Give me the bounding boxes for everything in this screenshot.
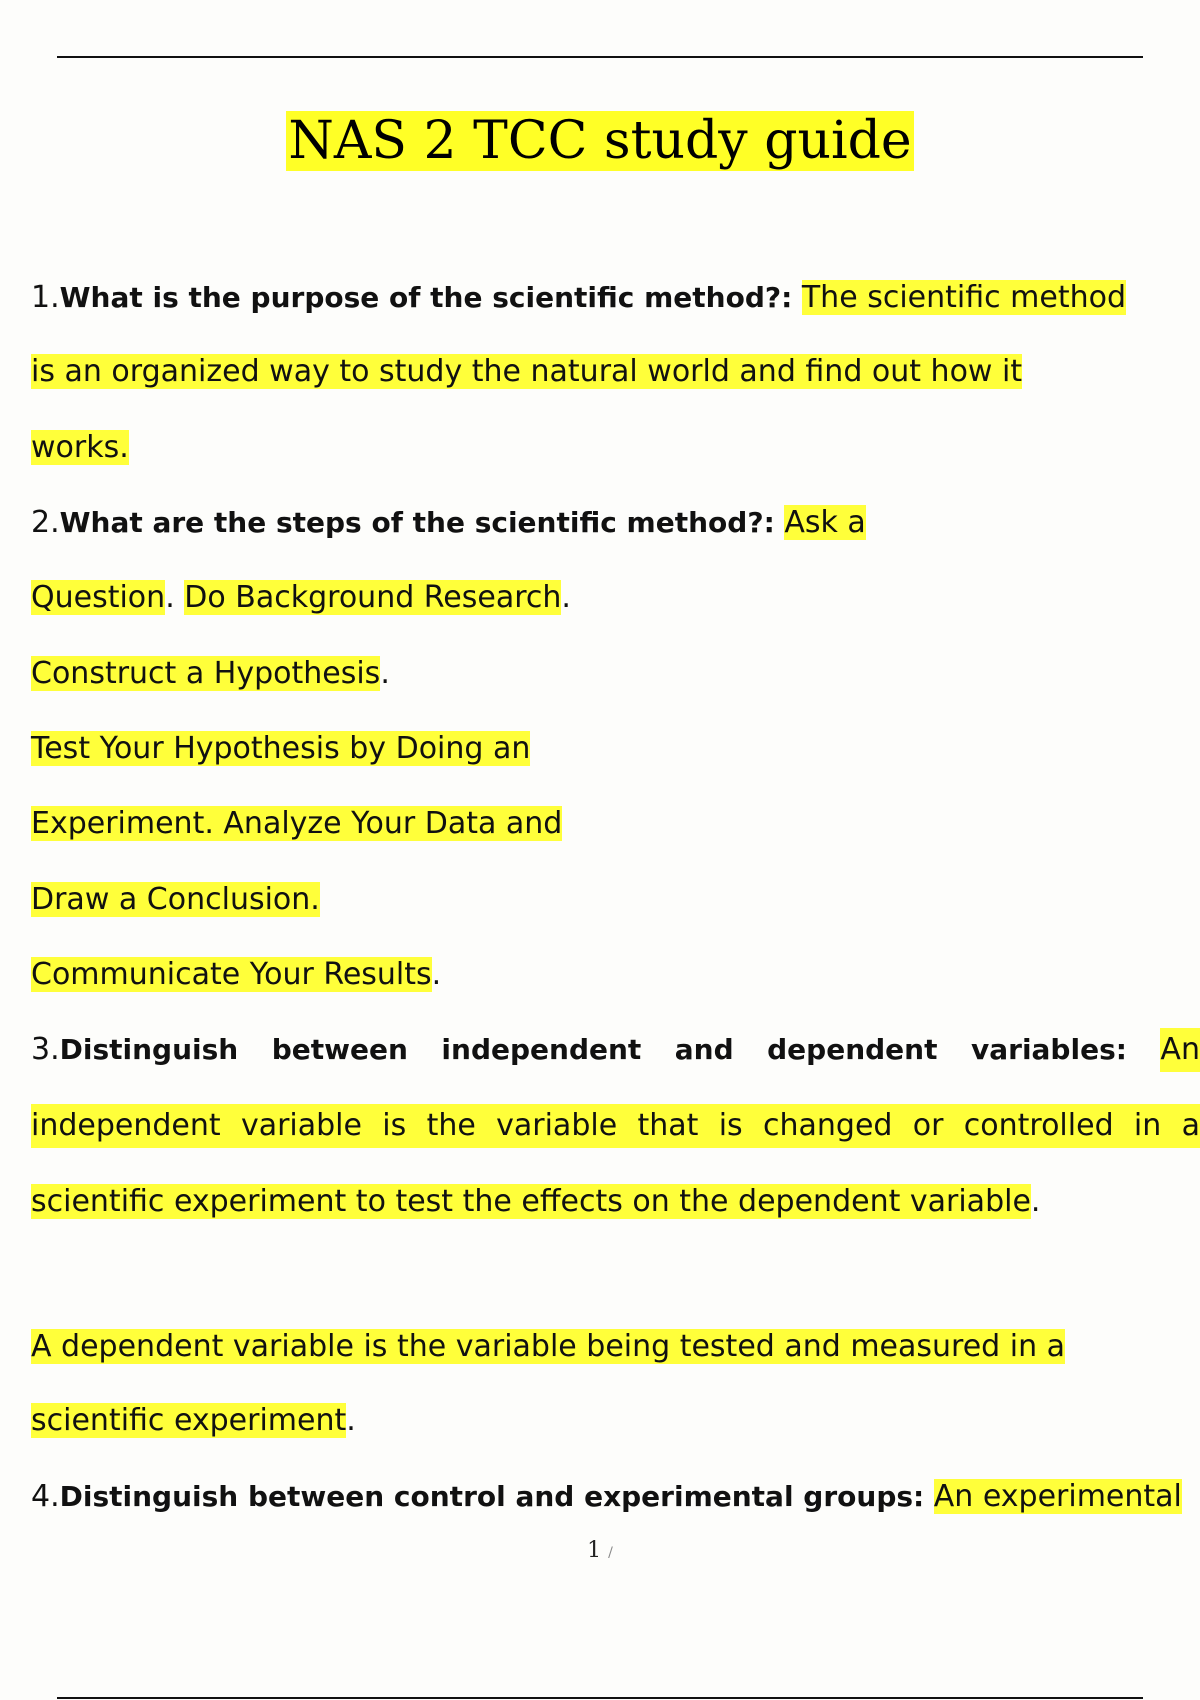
q2-line-3 bbox=[31, 652, 390, 696]
q3-l2-w3: the bbox=[426, 1108, 476, 1143]
q3-answer-line-4: A dependent variable is the variable being tested and measured in a bbox=[31, 1329, 1066, 1364]
q2-question: What are the steps of the scientific method?: bbox=[59, 506, 775, 539]
q1-line-1 bbox=[31, 276, 1126, 320]
q3-word-0: Distinguish bbox=[59, 1033, 239, 1066]
q1-line-3 bbox=[31, 426, 129, 470]
q2-number: 2. bbox=[31, 505, 60, 540]
q3-line-1 bbox=[31, 1028, 1200, 1072]
q1-answer-part-1: The scientific method bbox=[801, 280, 1126, 315]
q2-dot-2: . bbox=[561, 580, 571, 615]
q3-number: 3. bbox=[31, 1032, 60, 1067]
q2-line-5 bbox=[31, 802, 562, 846]
q4-answer-start: An experimental bbox=[933, 1479, 1182, 1514]
q1-line-2 bbox=[31, 350, 1022, 394]
q3-word-4: dependent bbox=[767, 1033, 938, 1066]
q2-dot-4: . bbox=[431, 957, 442, 992]
q1-number: 1. bbox=[31, 280, 60, 315]
q3-l2-w8: or bbox=[912, 1108, 944, 1143]
q2-answer-communicate: Communicate Your Results bbox=[31, 957, 432, 992]
q3-word-2: independent bbox=[441, 1033, 642, 1066]
q3-line-4 bbox=[31, 1325, 1065, 1369]
page-number-mark: / bbox=[608, 1545, 613, 1561]
q1-answer-part-2: is an organized way to study the natural world and find out how it bbox=[31, 354, 1023, 389]
q3-line-3 bbox=[31, 1180, 1040, 1224]
q3-l2-w7: changed bbox=[763, 1108, 893, 1143]
q3-l2-w10: in bbox=[1133, 1108, 1162, 1143]
q3-word-5: variables: bbox=[970, 1033, 1127, 1066]
bottom-rule bbox=[57, 1697, 1143, 1699]
q3-answer-start: An bbox=[1160, 1028, 1200, 1072]
q2-line-4 bbox=[31, 727, 530, 771]
q3-dot-1: . bbox=[1030, 1184, 1041, 1219]
q2-line-2 bbox=[31, 576, 571, 620]
q3-l2-w5: that bbox=[637, 1108, 699, 1143]
q2-answer-draw: Draw a Conclusion. bbox=[31, 882, 320, 917]
title-container bbox=[0, 108, 1200, 174]
q2-line-1 bbox=[31, 501, 866, 545]
q3-l2-w2: is bbox=[382, 1108, 407, 1143]
top-rule bbox=[57, 56, 1143, 58]
q3-line-5 bbox=[31, 1399, 356, 1443]
q1-question: What is the purpose of the scientific method?: bbox=[59, 281, 793, 314]
q2-line-6 bbox=[31, 878, 320, 922]
q2-line-7 bbox=[31, 953, 441, 997]
q2-dot-3: . bbox=[380, 656, 390, 691]
q4-number: 4. bbox=[31, 1479, 60, 1514]
q3-dot-2: . bbox=[346, 1403, 356, 1438]
q3-word-1: between bbox=[271, 1033, 408, 1066]
q3-l2-w4: variable bbox=[496, 1108, 618, 1143]
page-number bbox=[0, 1538, 1200, 1563]
q2-answer-ask: Ask a bbox=[784, 505, 866, 540]
q3-line-2 bbox=[31, 1104, 1200, 1148]
q2-answer-research: Do Background Research bbox=[184, 580, 562, 615]
q3-l2-w1: variable bbox=[240, 1108, 362, 1143]
q3-answer-line-3: scientific experiment to test the effects on the dependent variable bbox=[31, 1184, 1031, 1219]
q2-answer-hypothesis: Construct a Hypothesis bbox=[31, 656, 381, 691]
q3-answer-line-5: scientific experiment bbox=[31, 1403, 347, 1438]
page-number-value: 1 bbox=[587, 1538, 602, 1563]
q3-question-start bbox=[31, 1028, 238, 1072]
q4-line-1 bbox=[31, 1475, 1182, 1519]
q3-l2-w11: a bbox=[1181, 1108, 1200, 1143]
q2-answer-question: Question bbox=[31, 580, 166, 615]
q3-l2-w6: is bbox=[718, 1108, 743, 1143]
q4-question: Distinguish between control and experimental groups: bbox=[59, 1480, 925, 1513]
q3-word-3: and bbox=[674, 1033, 734, 1066]
q3-l2-w9: controlled bbox=[963, 1108, 1114, 1143]
q2-answer-test: Test Your Hypothesis by Doing an bbox=[31, 731, 531, 766]
q2-answer-experiment: Experiment. Analyze Your Data and bbox=[31, 806, 563, 841]
q3-l2-w0: independent bbox=[31, 1108, 221, 1143]
q2-dot-1: . bbox=[165, 580, 175, 615]
document-title: NAS 2 TCC study guide bbox=[288, 111, 912, 171]
q1-answer-part-3: works. bbox=[31, 430, 129, 465]
